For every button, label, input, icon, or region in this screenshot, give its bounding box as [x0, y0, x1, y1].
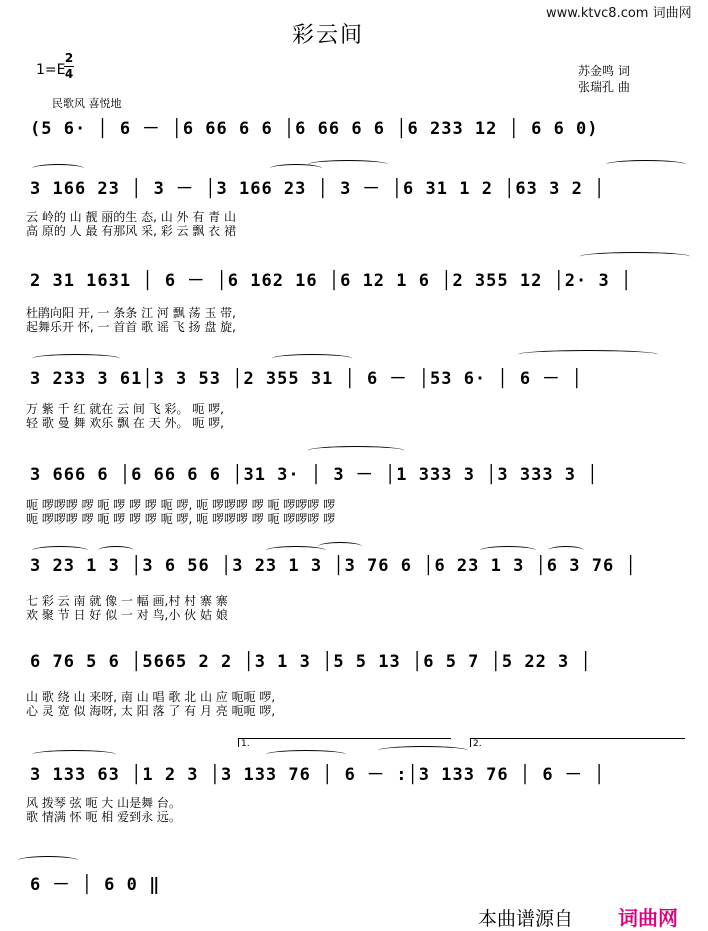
score-row [18, 360, 686, 390]
score-row [18, 170, 686, 200]
lyric-verse-2: 高 原的 人 最 有那风 采, 彩 云 飘 衣 裙 [26, 224, 236, 238]
score-row [18, 456, 686, 486]
lyric-verse-2: 心 灵 宽 似 海呀, 太 阳 落 了 有 月 亮 呃呃 啰, [26, 704, 276, 718]
lyric-verse-1: 山 歌 绕 山 来呀, 南 山 唱 歌 北 山 应 呃呃 啰, [26, 690, 276, 704]
site-watermark: www.ktvc8.com 词曲网 [546, 6, 692, 21]
lyric-verse-2: 呃 啰啰啰 啰 呃 啰 啰 啰 呃 啰, 呃 啰啰啰 啰 呃 啰啰啰 啰 [26, 512, 336, 526]
volta-first-ending: 1. [238, 738, 451, 747]
notation-line: 3 233 3 61│3 3 53 │2 355 31 │ 6 － │53 6· │ 6 － │ [30, 369, 583, 389]
key-signature: 1=E [36, 62, 66, 78]
notation-line: 2 31 1631 │ 6 － │6 162 16 │6 12 1 6 │2 355 12 │2· 3 │ [30, 271, 633, 291]
score-row [18, 262, 686, 292]
meter-bottom: 4 [64, 67, 74, 81]
lyric-verse-2: 歌 情满 怀 呃 相 爱到永 远。 [26, 810, 181, 824]
footer-source-text: 本曲谱源自 [478, 908, 574, 930]
lyric-verse-1: 风 拨琴 弦 呃 大 山是舞 台。 [26, 796, 181, 810]
lyricist-credit: 苏金鸣 词 [578, 64, 630, 78]
score-row [18, 552, 686, 582]
time-signature [64, 52, 74, 81]
performance-style: 民歌风 喜悦地 [52, 97, 122, 110]
meter-top: 2 [64, 51, 74, 65]
notation-line: 3 133 63 │1 2 3 │3 133 76 │ 6 － :│3 133 76 │ 6 － │ [30, 765, 606, 785]
lyric-verse-1: 万 紫 千 红 就在 云 间 飞 彩。 呃 啰, [26, 402, 224, 416]
score-row [18, 648, 686, 678]
lyric-verse-1: 七 彩 云 南 就 像 一 幅 画,村 村 寨 寨 [26, 594, 228, 608]
volta-second-ending: 2. [470, 738, 685, 747]
lyric-verse-1: 呃 啰啰啰 啰 呃 啰 啰 啰 呃 啰, 呃 啰啰啰 啰 呃 啰啰啰 啰 [26, 498, 336, 512]
score-row [18, 110, 686, 140]
notation-line: 3 666 6 │6 66 6 6 │31 3· │ 3 － │1 333 3 │3 333 3 │ [30, 465, 599, 485]
composer-credit: 张瑞孔 曲 [578, 80, 630, 94]
score-row [18, 866, 258, 896]
notation-line: 6 － │ 6 0 ‖ [30, 875, 161, 895]
footer-brand-logo[interactable]: 词曲网 [618, 906, 678, 930]
lyric-verse-1: 云 岭的 山 靓 丽的生 态, 山 外 有 青 山 [26, 210, 236, 224]
song-title: 彩云间 [292, 23, 365, 48]
lyric-verse-2: 欢 聚 节 日 好 似 一 对 鸟,小 伙 姑 娘 [26, 608, 228, 622]
notation-line: (5 6· │ 6 － │6 66 6 6 │6 66 6 6 │6 233 12 │ 6 6 0) [30, 119, 599, 139]
lyric-verse-2: 轻 歌 曼 舞 欢乐 飘 在 天 外。 呃 啰, [26, 416, 224, 430]
notation-line: 6 76 5 6 │5665 2 2 │3 1 3 │5 5 13 │6 5 7 │5 22 3 │ [30, 652, 592, 672]
score-row [18, 756, 686, 786]
notation-line: 3 166 23 │ 3 － │3 166 23 │ 3 － │6 31 1 2 │63 3 2 │ [30, 179, 606, 199]
lyric-verse-1: 杜鹃向阳 开, 一 条条 江 河 飘 荡 玉 带, [26, 306, 236, 320]
lyric-verse-2: 起舞乐开 怀, 一 首首 歌 谣 飞 扬 盘 旋, [26, 320, 236, 334]
notation-line: 3 23 1 3 │3 6 56 │3 23 1 3 │3 76 6 │6 23 1 3 │6 3 76 │ [30, 556, 637, 576]
